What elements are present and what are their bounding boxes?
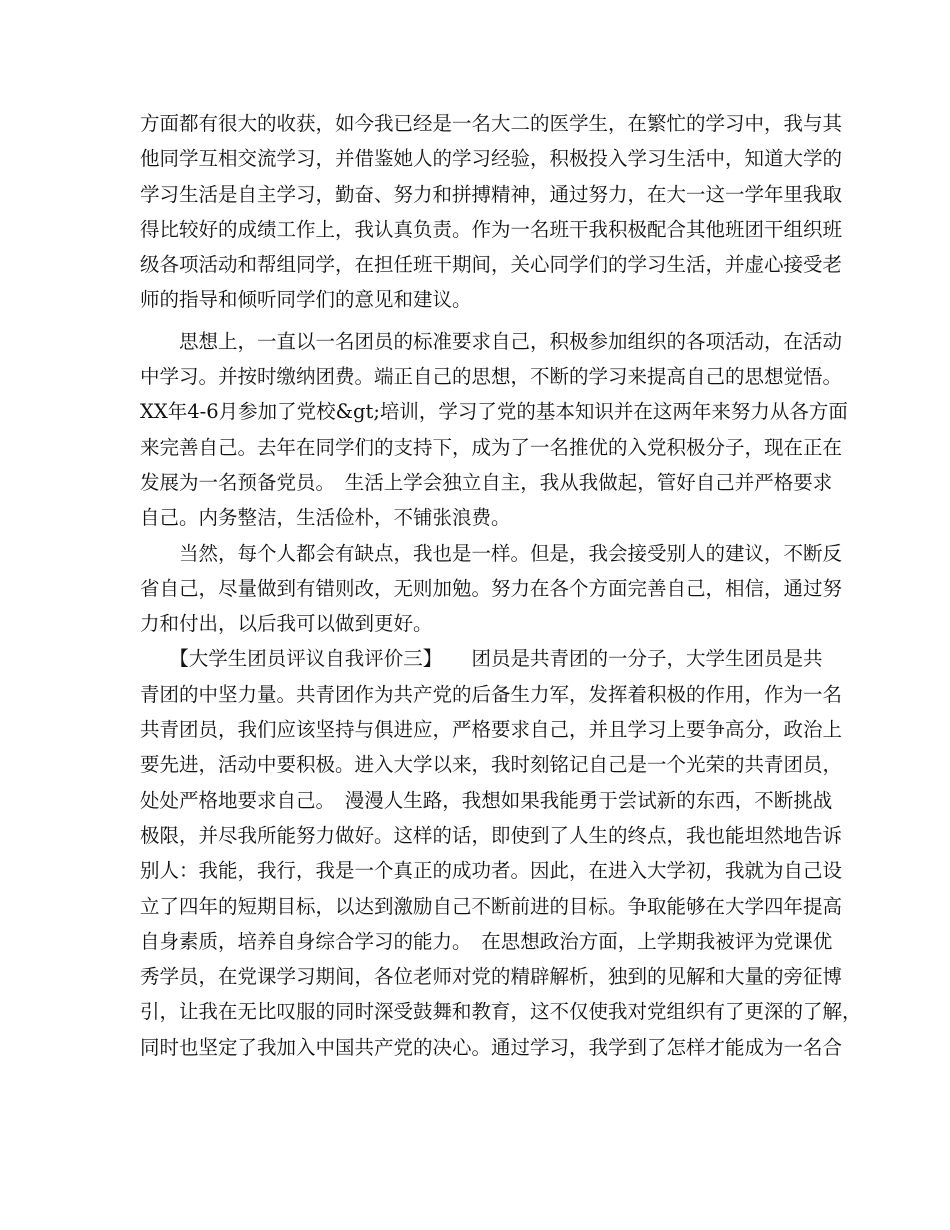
text-line: 秀学员，在党课学习期间，各位老师对党的精辟解析，独到的见解和大量的旁征博 — [140, 965, 843, 989]
text-line: 共青团员，我们应该坚持与俱进应，严格要求自己，并且学习上要争高分，政治上 — [140, 718, 843, 742]
text-line: 方面都有很大的收获，如今我已经是一名大二的医学生，在繁忙的学习中，我与其 — [140, 112, 843, 135]
text-line: 他同学互相交流学习，并借鉴她人的学习经验，积极投入学习生活中，知道大学的 — [140, 147, 843, 171]
text-line: 立了四年的短期目标，以达到激励自己不断前进的目标。争取能够在大学四年提高 — [140, 894, 843, 918]
text-line: 处处严格地要求自己。 漫漫人生路，我想如果我能勇于尝试新的东西，不断挑战 — [140, 788, 833, 812]
text-line: 引，让我在无比叹服的同时深受鼓舞和教育，这不仅使我对党组织有了更深的了解， — [140, 1000, 862, 1024]
body-text — [140, 106, 862, 1065]
text-line: 来完善自己。去年在同学们的支持下，成为了一名推优的入党积极分子，现在正在 — [140, 435, 843, 459]
text-line: 同时也坚定了我加入中国共产党的决心。通过学习，我学到了怎样才能成为一名合 — [140, 1035, 843, 1059]
text-line: 极限，并尽我所能努力做好。这样的话，即使到了人生的终点，我也能坦然地告诉 — [140, 823, 843, 847]
text-line: 自身素质，培养自身综合学习的能力。 在思想政治方面，上学期我被评为党课优 — [140, 929, 833, 953]
text-line: XX年4-6月参加了党校&gt;培训，学习了党的基本知识并在这两年来努力从各方面 — [140, 400, 848, 424]
text-line: 思想上，一直以一名团员的标准要求自己，积极参加组织的各项活动，在活动 — [140, 329, 843, 353]
text-line: 级各项活动和帮组同学，在担任班干期间，关心同学们的学习生活，并虚心接受老 — [140, 253, 843, 277]
text-line: 得比较好的成绩工作上，我认真负责。作为一名班干我积极配合其他班团干组织班 — [140, 217, 843, 241]
text-line: 【大学生团员评议自我评价三】 团员是共青团的一分子，大学生团员是共 — [140, 647, 823, 671]
text-line: 学习生活是自主学习，勤奋、努力和拼搏精神，通过努力，在大一这一学年里我取 — [140, 182, 843, 206]
text-line: 省自己，尽量做到有错则改，无则加勉。努力在各个方面完善自己，相信，通过努 — [140, 576, 843, 600]
text-line: 师的指导和倾听同学们的意见和建议。 — [140, 288, 472, 312]
text-line: 自己。内务整洁，生活俭朴，不铺张浪费。 — [140, 506, 511, 530]
text-line: 青团的中坚力量。共青团作为共产党的后备生力军，发挥着积极的作用，作为一名 — [140, 682, 843, 706]
text-line: 当然，每个人都会有缺点，我也是一样。但是，我会接受别人的建议，不断反 — [140, 541, 843, 565]
text-line: 别人：我能，我行，我是一个真正的成功者。因此，在进入大学初，我就为自己设 — [140, 859, 843, 883]
text-line: 力和付出，以后我可以做到更好。 — [140, 612, 433, 636]
text-line: 发展为一名预备党员。 生活上学会独立自主，我从我做起，管好自己并严格要求 — [140, 470, 833, 494]
text-line: 要先进，活动中要积极。进入大学以来，我时刻铭记自己是一个光荣的共青团员， — [140, 753, 843, 777]
text-line: 中学习。并按时缴纳团费。端正自己的思想，不断的学习来提高自己的思想觉悟。 — [140, 365, 843, 389]
